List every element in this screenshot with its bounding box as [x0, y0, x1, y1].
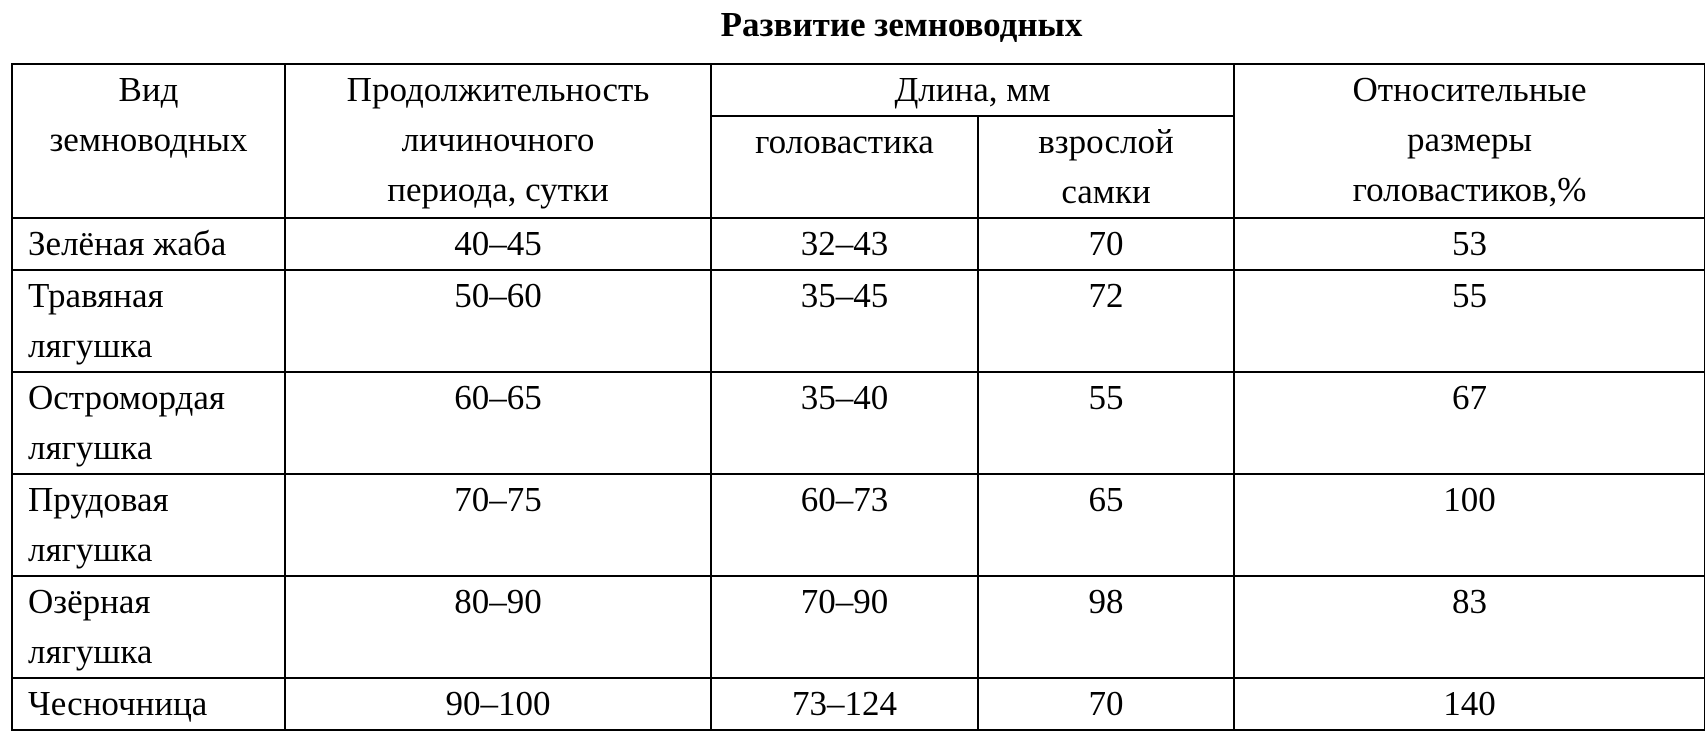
table-row [12, 474, 1705, 576]
relative-size-cell: 55 [1234, 270, 1705, 372]
tadpole-length-cell: 73–124 [711, 678, 978, 730]
table-row [12, 218, 1705, 270]
species-cell: Зелёная жаба [12, 218, 285, 270]
species-cell: Чесночница [12, 678, 285, 730]
tadpole-length-cell: 35–45 [711, 270, 978, 372]
tadpole-length-cell: 32–43 [711, 218, 978, 270]
species-cell: Озёрная лягушка [12, 576, 285, 678]
relative-size-cell: 140 [1234, 678, 1705, 730]
tadpole-length-cell: 70–90 [711, 576, 978, 678]
header-length-group: Длина, мм [711, 64, 1234, 116]
header-tadpole: головастика [711, 116, 978, 218]
period-cell: 70–75 [285, 474, 711, 576]
species-cell: Травяная лягушка [12, 270, 285, 372]
relative-size-cell: 53 [1234, 218, 1705, 270]
header-adult-female: взрослой самки [978, 116, 1234, 218]
relative-size-cell: 83 [1234, 576, 1705, 678]
female-length-cell: 70 [978, 678, 1234, 730]
tadpole-length-cell: 35–40 [711, 372, 978, 474]
period-cell: 80–90 [285, 576, 711, 678]
female-length-cell: 72 [978, 270, 1234, 372]
female-length-cell: 98 [978, 576, 1234, 678]
female-length-cell: 55 [978, 372, 1234, 474]
header-relative-size: Относительные размеры головастиков,% [1234, 64, 1705, 218]
species-cell: Прудовая лягушка [12, 474, 285, 576]
table-row [12, 270, 1705, 372]
female-length-cell: 65 [978, 474, 1234, 576]
period-cell: 50–60 [285, 270, 711, 372]
period-cell: 90–100 [285, 678, 711, 730]
species-cell: Остромордая лягушка [12, 372, 285, 474]
period-cell: 60–65 [285, 372, 711, 474]
tadpole-length-cell: 60–73 [711, 474, 978, 576]
page-title: Развитие земноводных [720, 5, 1083, 44]
table-row [12, 678, 1705, 730]
header-species: Вид земноводных [12, 64, 285, 218]
header-row [12, 64, 1705, 116]
table-row [12, 576, 1705, 678]
header-larval-period: Продолжительность личиночного периода, сутки [285, 64, 711, 218]
relative-size-cell: 100 [1234, 474, 1705, 576]
table-row [12, 372, 1705, 474]
amphibian-development-table [11, 63, 1705, 731]
period-cell: 40–45 [285, 218, 711, 270]
female-length-cell: 70 [978, 218, 1234, 270]
relative-size-cell: 67 [1234, 372, 1705, 474]
